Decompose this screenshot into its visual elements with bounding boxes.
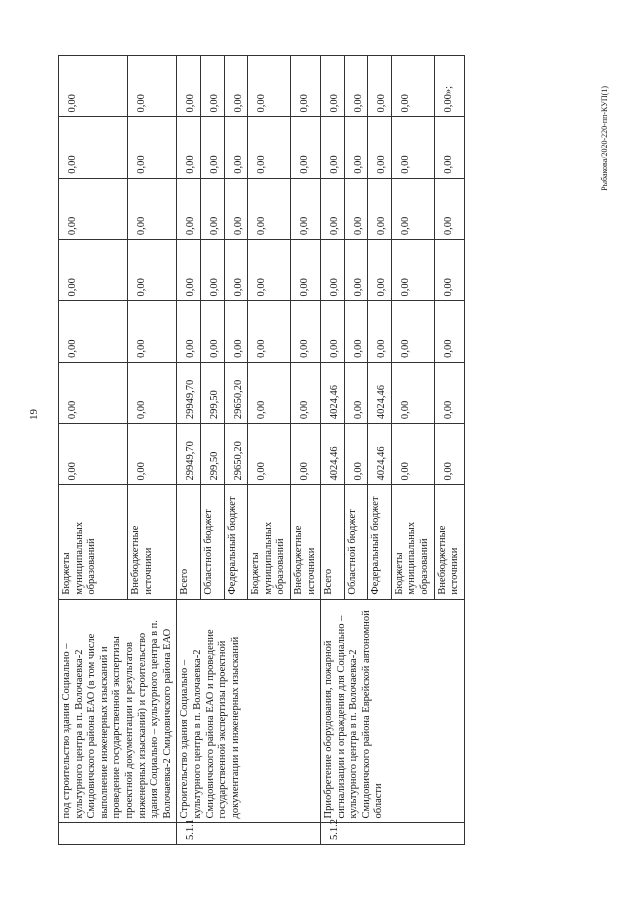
amount-cell: 0,00 [248,178,291,239]
footer-code: Рыбакова/2020-220-пп-КУП(1) [600,86,609,191]
page-number: 19 [28,409,40,420]
amount-cell: 0,00 [177,240,201,301]
amount-cell: 0,00 [434,424,464,485]
amount-cell: 0,00 [59,240,128,301]
funding-table [58,55,465,845]
amount-cell: 0,00 [224,117,248,178]
amount-cell: 0,00 [391,56,434,117]
amount-cell: 0,00 [128,301,177,362]
amount-cell: 0,00 [344,240,368,301]
amount-cell: 0,00 [321,56,345,117]
amount-cell: 0,00»; [434,56,464,117]
funding-source: Внебюджетные источники [290,485,320,599]
amount-cell: 0,00 [434,117,464,178]
amount-cell: 0,00 [290,117,320,178]
amount-cell: 29650,20 [224,362,248,423]
row-index: 5.1.1 [177,823,321,845]
amount-cell: 0,00 [434,362,464,423]
amount-cell: 0,00 [290,240,320,301]
amount-cell: 4024,46 [321,424,345,485]
funding-source: Бюджеты муниципальных образований [59,485,128,599]
amount-cell: 0,00 [344,56,368,117]
amount-cell: 0,00 [248,362,291,423]
table-row [59,56,128,845]
amount-cell: 0,00 [224,178,248,239]
amount-cell: 0,00 [128,362,177,423]
amount-cell: 0,00 [391,117,434,178]
amount-cell: 0,00 [177,117,201,178]
amount-cell: 0,00 [248,240,291,301]
funding-source: Внебюджетные источники [128,485,177,599]
amount-cell: 0,00 [391,362,434,423]
amount-cell: 0,00 [368,240,392,301]
amount-cell: 0,00 [344,424,368,485]
amount-cell: 0,00 [59,178,128,239]
amount-cell: 0,00 [200,117,224,178]
amount-cell: 29949,70 [177,362,201,423]
amount-cell: 0,00 [248,301,291,362]
funding-source: Внебюджетные источники [434,485,464,599]
amount-cell: 0,00 [128,178,177,239]
amount-cell: 0,00 [59,301,128,362]
amount-cell: 0,00 [59,362,128,423]
funding-source: Федеральный бюджет [224,485,248,599]
amount-cell: 0,00 [177,178,201,239]
row-index [59,823,177,845]
amount-cell: 0,00 [128,240,177,301]
amount-cell: 0,00 [128,117,177,178]
amount-cell: 0,00 [368,178,392,239]
funding-source: Бюджеты муниципальных образований [248,485,291,599]
amount-cell: 0,00 [290,301,320,362]
funding-source: Всего [177,485,201,599]
amount-cell: 0,00 [248,56,291,117]
amount-cell: 0,00 [290,56,320,117]
amount-cell: 299,50 [200,424,224,485]
amount-cell: 0,00 [128,424,177,485]
amount-cell: 0,00 [344,301,368,362]
amount-cell: 0,00 [290,424,320,485]
row-index: 5.1.2 [321,823,465,845]
activity-name: Приобретение оборудования, пожарной сигнализации и ограждения для Социально – культурного центра в п. Волочаевка-2 Смидовичского района Еврейской автономной области [321,599,465,823]
amount-cell: 0,00 [177,56,201,117]
funding-source: Федеральный бюджет [368,485,392,599]
amount-cell: 0,00 [434,240,464,301]
amount-cell: 0,00 [391,178,434,239]
amount-cell: 0,00 [59,424,128,485]
amount-cell: 0,00 [128,56,177,117]
amount-cell: 0,00 [224,56,248,117]
amount-cell: 0,00 [321,240,345,301]
amount-cell: 0,00 [391,240,434,301]
amount-cell: 0,00 [321,178,345,239]
rotated-table-wrapper [58,55,568,845]
amount-cell: 0,00 [248,424,291,485]
amount-cell: 0,00 [344,178,368,239]
amount-cell: 29650,20 [224,424,248,485]
amount-cell: 0,00 [344,362,368,423]
amount-cell: 0,00 [59,56,128,117]
activity-name: под строительство здания Социально – культурного центра в п. Волочаевка-2 Смидовичского района ЕАО (в том числе выполнение инженерных изысканий и проведение государственной экспертизы проектной документации и результатов инженерных изысканий) и строительство здания Социально – культурного центра в п. Волочаевка-2 Смидовичского района ЕАО [59,599,177,823]
funding-source: Областной бюджет [200,485,224,599]
table-row [321,56,345,845]
amount-cell: 0,00 [290,178,320,239]
amount-cell: 299,50 [200,362,224,423]
amount-cell: 0,00 [59,117,128,178]
amount-cell: 4024,46 [321,362,345,423]
table-row [177,56,201,845]
amount-cell: 4024,46 [368,362,392,423]
amount-cell: 0,00 [434,301,464,362]
amount-cell: 0,00 [224,240,248,301]
funding-source: Бюджеты муниципальных образований [391,485,434,599]
amount-cell: 0,00 [344,117,368,178]
amount-cell: 0,00 [200,178,224,239]
amount-cell: 0,00 [368,117,392,178]
amount-cell: 0,00 [248,117,291,178]
amount-cell: 0,00 [391,424,434,485]
amount-cell: 0,00 [391,301,434,362]
funding-source: Всего [321,485,345,599]
amount-cell: 0,00 [200,301,224,362]
amount-cell: 0,00 [200,240,224,301]
amount-cell: 0,00 [368,301,392,362]
activity-name: Строительство здания Социально – культурного центра в п. Волочаевка-2 Смидовичского района ЕАО и проведение государственной экспертизы проектной документации и инженерных изысканий [177,599,321,823]
funding-source: Областной бюджет [344,485,368,599]
amount-cell: 0,00 [434,178,464,239]
amount-cell: 0,00 [290,362,320,423]
amount-cell: 0,00 [177,301,201,362]
amount-cell: 0,00 [368,56,392,117]
amount-cell: 4024,46 [368,424,392,485]
amount-cell: 0,00 [321,301,345,362]
amount-cell: 29949,70 [177,424,201,485]
amount-cell: 0,00 [224,301,248,362]
amount-cell: 0,00 [321,117,345,178]
amount-cell: 0,00 [200,56,224,117]
